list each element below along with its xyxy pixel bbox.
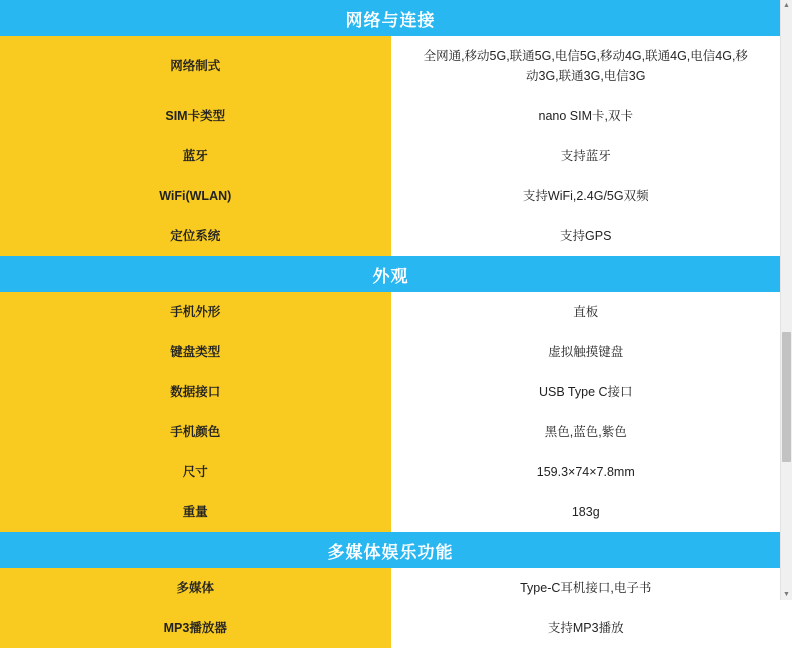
section-title: 网络与连接	[0, 0, 781, 36]
scrollbar-thumb[interactable]	[782, 332, 791, 462]
spec-label: 数据接口	[0, 372, 391, 412]
table-row	[0, 452, 781, 492]
spec-label: 蓝牙	[0, 136, 391, 176]
table-row	[0, 492, 781, 532]
table-row	[0, 96, 781, 136]
table-row	[0, 372, 781, 412]
spec-value: 支持蓝牙	[391, 136, 782, 176]
spec-label: 定位系统	[0, 216, 391, 256]
table-row	[0, 412, 781, 452]
spec-label: 键盘类型	[0, 332, 391, 372]
spec-value: nano SIM卡,双卡	[391, 96, 782, 136]
spec-value: 直板	[391, 292, 782, 332]
vertical-scrollbar[interactable]	[780, 0, 792, 600]
spec-label: 手机颜色	[0, 412, 391, 452]
spec-label: MP3播放器	[0, 608, 391, 648]
spec-value: Type-C耳机接口,电子书	[391, 568, 782, 608]
spec-label: 尺寸	[0, 452, 391, 492]
spec-label: 重量	[0, 492, 391, 532]
spec-value: 虚拟触摸键盘	[391, 332, 782, 372]
spec-value: 支持GPS	[391, 216, 782, 256]
section-header-row	[0, 256, 781, 292]
section-title: 外观	[0, 256, 781, 292]
spec-value: 159.3×74×7.8mm	[391, 452, 782, 492]
section-title: 多媒体娱乐功能	[0, 532, 781, 568]
spec-value: 支持MP3播放	[391, 608, 782, 648]
spec-label: 网络制式	[0, 36, 391, 96]
spec-value: 全网通,移动5G,联通5G,电信5G,移动4G,联通4G,电信4G,移动3G,联通3G,电信3G	[391, 36, 782, 96]
spec-value: 黑色,蓝色,紫色	[391, 412, 782, 452]
table-row	[0, 36, 781, 96]
section-header-row	[0, 0, 781, 36]
table-row	[0, 332, 781, 372]
table-row	[0, 136, 781, 176]
spec-value: 183g	[391, 492, 782, 532]
scroll-up-arrow-icon[interactable]: ▲	[783, 2, 790, 9]
scroll-down-arrow-icon[interactable]: ▼	[783, 591, 790, 598]
spec-label: WiFi(WLAN)	[0, 176, 391, 216]
spec-value: 支持WiFi,2.4G/5G双频	[391, 176, 782, 216]
table-row	[0, 292, 781, 332]
table-row	[0, 216, 781, 256]
spec-label: 手机外形	[0, 292, 391, 332]
section-header-row	[0, 532, 781, 568]
spec-label: SIM卡类型	[0, 96, 391, 136]
table-row	[0, 176, 781, 216]
table-row	[0, 608, 781, 648]
spec-label: 多媒体	[0, 568, 391, 608]
table-row	[0, 568, 781, 608]
spec-value: USB Type C接口	[391, 372, 782, 412]
